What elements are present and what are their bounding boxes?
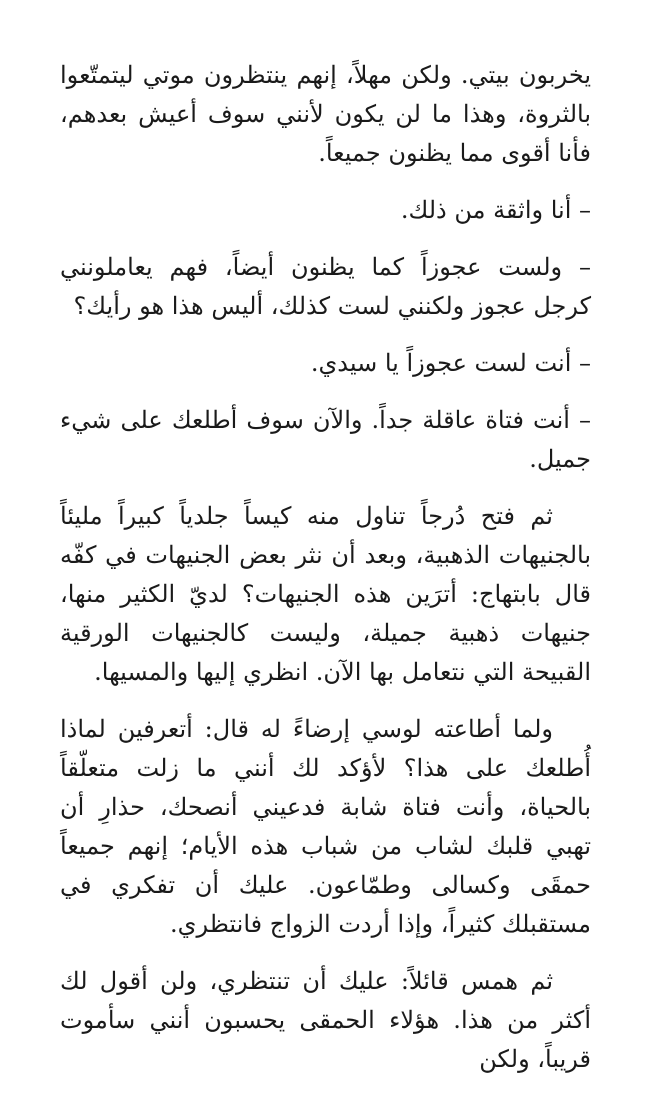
paragraph-1: يخربون بيتي. ولكن مهلاً، إنهم ينتظرون موتي ليتمتّعوا بالثروة، وهذا ما لن يكون لأنني سوف أعيش بعدهم، فأنا أقوى مما يظنون جميعاً. <box>60 61 591 167</box>
dialogue-line-2: – ولست عجوزاً كما يظنون أيضاً، فهم يعاملونني كرجل عجوز ولكنني لست كذلك، أليس هذا هو رأيك؟ <box>60 253 591 320</box>
book-page <box>60 56 591 1097</box>
paragraph-4: ثم همس قائلاً: عليك أن تنتظري، ولن أقول لك أكثر من هذا. هؤلاء الحمقى يحسبون أنني سأموت قريباً، ولكن <box>60 967 591 1073</box>
dialogue-line-1: – أنا واثقة من ذلك. <box>400 196 591 224</box>
paragraph-2: ثم فتح دُرجاً تناول منه كيساً جلدياً كبيراً مليئاً بالجنيهات الذهبية، وبعد أن نثر بعض الجنيهات في كفّه قال بابتهاج: أترَين هذه الجنيهات؟ لديّ الكثير منها، جنيهات ذهبية جميلة، وليست كالجنيهات الورقية القبيحة التي نتعامل بها الآن. انظري إليها والمسيها. <box>60 502 591 686</box>
dialogue-line-3: – أنت لست عجوزاً يا سيدي. <box>310 349 591 377</box>
paragraph-3: ولما أطاعته لوسي إرضاءً له قال: أتعرفين لماذا أُطلعك على هذا؟ لأؤكد لك أنني ما زلت متعلّقاً بالحياة، وأنت فتاة شابة فدعيني أنصحك، حذارِ أن تهبي قلبك لشاب من شباب هذه الأيام؛ إنهم جميعاً حمقَى وكسالى وطمّاعون. عليك أن تفكري في مستقبلك كثيراً، وإذا أردت الزواج فانتظري. <box>60 715 591 938</box>
dialogue-line-4: – أنت فتاة عاقلة جداً. والآن سوف أطلعك على شيء جميل. <box>60 406 591 473</box>
